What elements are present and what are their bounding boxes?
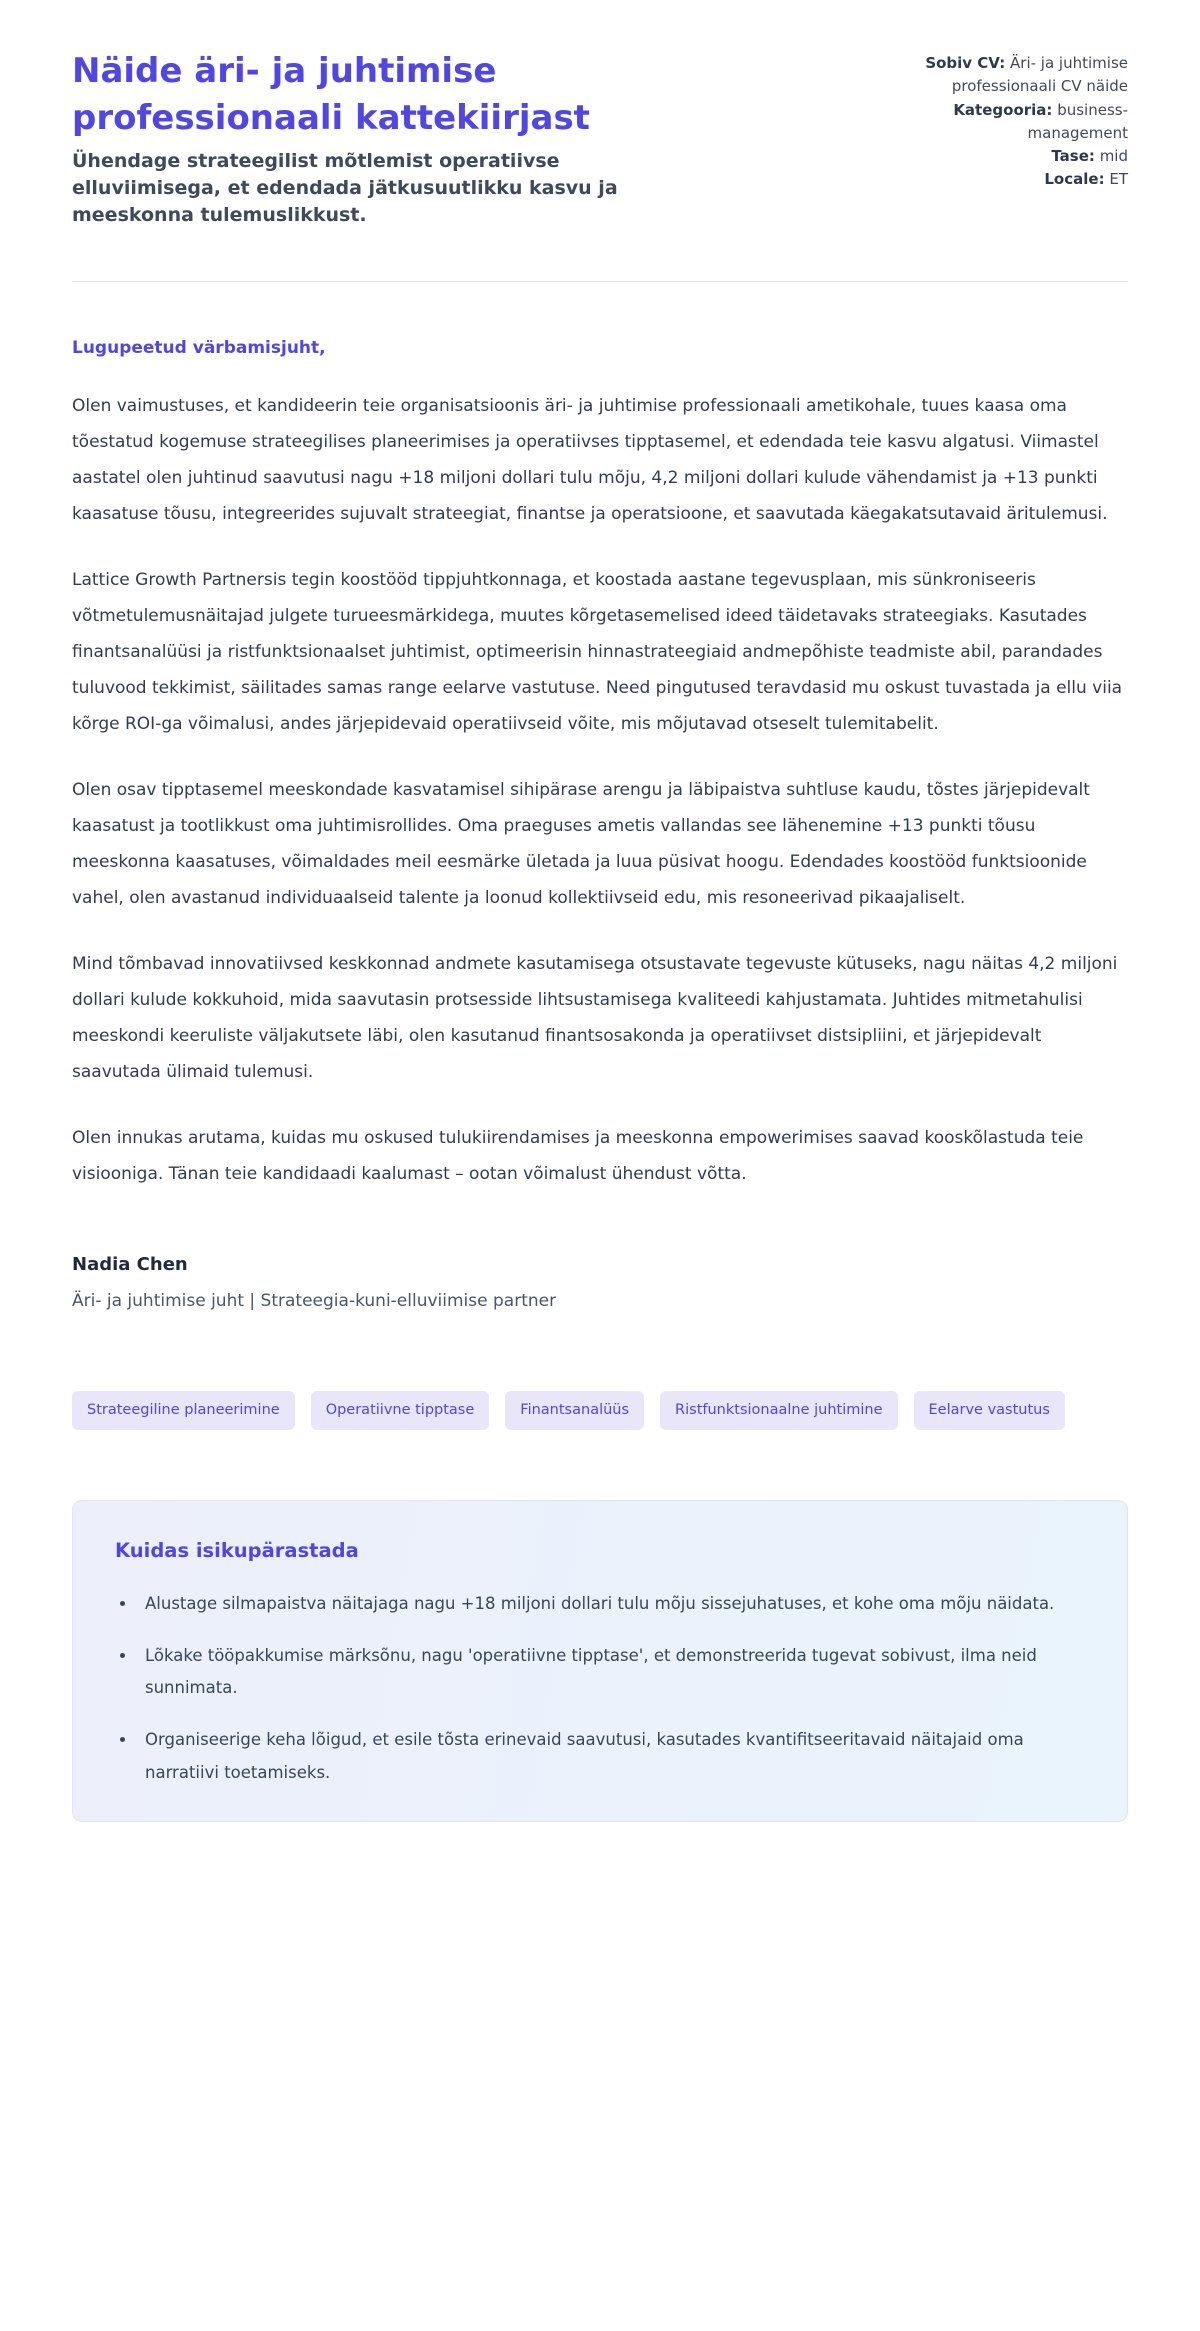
- meta-panel: [923, 48, 1128, 192]
- skill-tag-operational-excellence: Operatiivne tipptase: [311, 1391, 490, 1430]
- page-subtitle: Ühendage strateegilist mõtlemist operatiivse elluviimisega, et edendada jätkusuutlikku kasvu ja meeskonna tulemuslikkust.: [72, 149, 618, 226]
- skill-tag-strategic-planning: Strateegiline planeerimine: [72, 1391, 295, 1430]
- meta-level-value: mid: [1099, 147, 1128, 165]
- meta-locale: [923, 168, 1128, 191]
- skill-tag-financial-analysis: Finantsanalüüs: [505, 1391, 644, 1430]
- meta-level-label: Tase:: [1051, 147, 1095, 165]
- signature-name: Nadia Chen: [72, 1254, 188, 1276]
- letter-paragraph-3: Olen osav tipptasemel meeskondade kasvatamisel sihipärase arengu ja läbipaistva suhtluse kaudu, tõstes järjepidevalt kaasatust ja tootlikkust oma juhtimisrollides. Oma praeguses ametis vallandas see lähenemine +13 punkti tõusu meeskonna kaasatuses, võimaldades meil eesmärke ületada ja luua püsivat hoogu. Edendades koostööd funktsioonide vahel, olen avastanud individuaalseid talente ja loonud kollektiivseid edu, mis resoneerivad pikaajaliselt.: [72, 780, 1090, 909]
- meta-locale-label: Locale:: [1044, 170, 1105, 189]
- personalization-tips-box: [72, 1500, 1128, 1822]
- header: [72, 48, 1128, 229]
- skill-tag-budget-accountability: Eelarve vastutus: [914, 1391, 1065, 1430]
- meta-category-label: Kategooria:: [953, 100, 1053, 119]
- meta-matching-cv-label: Sobiv CV:: [925, 54, 1006, 72]
- tip-item-2: • Lõkake tööpakkumise märksõnu, nagu 'operatiivne tipptase', et demonstreerida tugevat sobivust, ilma neid sunnimata.: [137, 1640, 1085, 1704]
- meta-category-value: business-management: [1027, 100, 1128, 142]
- letter-paragraph-5: Olen innukas arutama, kuidas mu oskused tulukiirendamises ja meeskonna empowerimises saavad kooskõlastuda teie visiooniga. Tänan teie kandidaadi kaalumast – ootan võimalust ühendust võtta.: [72, 1128, 1084, 1185]
- header-divider: [72, 281, 1128, 282]
- tips-title: Kuidas isikupärastada: [115, 1538, 359, 1562]
- meta-category: [923, 99, 1128, 146]
- letter-paragraph-1: Olen vaimustuses, et kandideerin teie organisatsioonis äri- ja juhtimise professionaali ametikohale, tuues kaasa oma tõestatud kogemuse strateegilises planeerimises ja operatiivses tipptasemel, et edendada teie kasvu algatusi. Viimastel aastatel olen juhtinud saavutusi nagu +18 miljoni dollari tulu mõju, 4,2 miljoni dollari kulude vähendamist ja +13 punkti kaasatuse tõusu, integreerides sujuvalt strateegiat, finantse ja operatsioone, et saavutada käegakatsutavaid äritulemusi.: [72, 395, 1108, 524]
- meta-level: [923, 145, 1128, 168]
- letter-paragraph-2: Lattice Growth Partnersis tegin koostööd tippjuhtkonnaga, et koostada aastane tegevusplaan, mis sünkroniseeris võtmetulemusnäitajad julgete turueesmärkidega, muutes kõrgetasemelised ideed täidetavaks strateegiaks. Kasutades finantsanalüüsi ja ristfunktsionaalset juhtimist, optimeerisin hinnastrateegiaid andmepõhiste teadmiste abil, parandades tuluvood tekkimist, säilitades samas range eelarve vastutuse. Need pingutused teravdasid mu oskust tuvastada ja ellu viia kõrge ROI-ga võimalusi, andes järjepidevaid operatiivseid võite, mis mõjutavad otseselt tulemitabelit.: [72, 569, 1123, 734]
- skill-tags: [72, 1391, 1128, 1430]
- skill-tag-cross-functional-leadership: Ristfunktsionaalne juhtimine: [660, 1391, 897, 1430]
- greeting: Lugupeetud värbamisjuht,: [72, 337, 326, 358]
- meta-matching-cv: [923, 52, 1128, 99]
- meta-locale-value: ET: [1109, 170, 1128, 189]
- page-title: Näide äri- ja juhtimise professionaali kattekiirjast: [72, 51, 590, 138]
- letter-paragraph-4: Mind tõmbavad innovatiivsed keskkonnad andmete kasutamisega otsustavate tegevuste kütuseks, nagu näitas 4,2 miljoni dollari kulude kokkuhoid, mida saavutasin protsesside lihtsustamisega kvaliteedi kahjustamata. Juhtides mitmetahulisi meeskondi keeruliste väljakutsete läbi, olen kasutanud finantsosakonda ja operatiivset distsipliini, et järjepidevalt saavutada ülimaid tulemusi.: [72, 954, 1118, 1083]
- tip-item-1: • Alustage silmapaistva näitajaga nagu +18 miljoni dollari tulu mõju sissejuhatuses, et kohe oma mõju näidata.: [137, 1588, 1085, 1620]
- header-title-block: [72, 48, 752, 229]
- tips-list: [115, 1588, 1085, 1789]
- meta-matching-cv-value: Äri- ja juhtimise professionaali CV näide: [951, 54, 1128, 96]
- tip-item-3: • Organiseerige keha lõigud, et esile tõsta erinevaid saavutusi, kasutades kvantifitseeritavaid näitajaid oma narratiivi toetamiseks.: [137, 1724, 1085, 1788]
- signature-role: Äri- ja juhtimise juht | Strateegia-kuni-elluviimise partner: [72, 1291, 557, 1312]
- letter-body: [72, 338, 1128, 1822]
